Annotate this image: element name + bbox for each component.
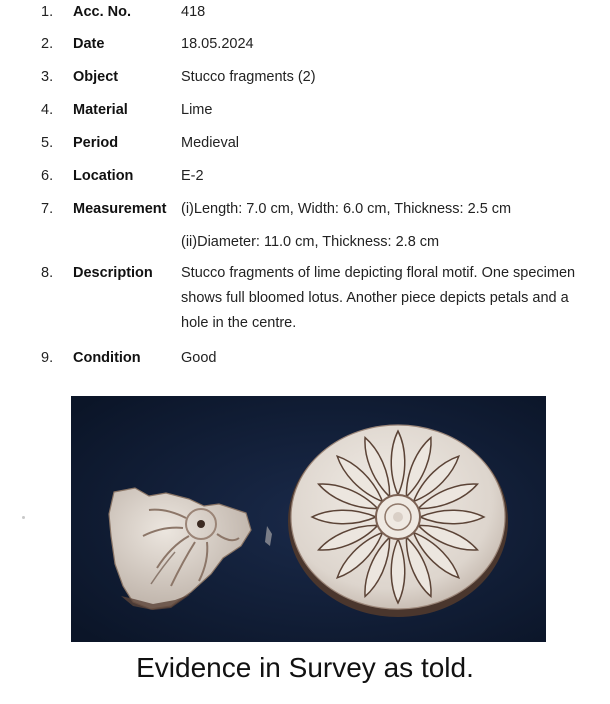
- row-number: 5.: [41, 135, 54, 151]
- field-value-condition: Good: [181, 350, 217, 366]
- field-value-material: Lime: [181, 102, 213, 118]
- field-label-period: Period: [73, 135, 119, 151]
- field-label-description: Description: [73, 265, 153, 281]
- field-label-measurement: Measurement: [73, 201, 167, 217]
- description-line: hole in the centre.: [181, 315, 297, 331]
- row-number: 4.: [41, 102, 54, 118]
- field-label-material: Material: [73, 102, 128, 118]
- field-value-description: [181, 261, 601, 336]
- row-number: 7.: [41, 201, 54, 217]
- field-label-object: Object: [73, 69, 119, 85]
- artifact-photo: [71, 396, 546, 642]
- row-number: 6.: [41, 168, 54, 184]
- row-number: 2.: [41, 36, 54, 52]
- field-value-period: Medieval: [181, 135, 240, 151]
- field-label-location: Location: [73, 168, 134, 184]
- row-number: 8.: [41, 265, 54, 281]
- description-line: Stucco fragments of lime depicting floral motif. One specimen: [181, 265, 576, 281]
- field-value-measurement-1: (i)Length: 7.0 cm, Width: 6.0 cm, Thickness: 2.5 cm: [181, 201, 512, 217]
- field-label-acc-no: Acc. No.: [73, 4, 132, 20]
- stucco-lotus-rosette: [288, 425, 508, 617]
- description-line: shows full bloomed lotus. Another piece depicts petals and a: [181, 290, 569, 306]
- photo-caption: Evidence in Survey as told.: [136, 652, 474, 683]
- scan-speck: [22, 516, 25, 519]
- row-number: 9.: [41, 350, 54, 366]
- field-value-acc-no: 418: [181, 4, 206, 20]
- field-value-date: 18.05.2024: [181, 36, 254, 52]
- field-value-measurement-2: (ii)Diameter: 11.0 cm, Thickness: 2.8 cm: [181, 234, 440, 250]
- field-value-object: Stucco fragments (2): [181, 69, 316, 85]
- row-number: 3.: [41, 69, 54, 85]
- field-value-location: E-2: [181, 168, 204, 184]
- row-number: 1.: [41, 4, 54, 20]
- field-label-date: Date: [73, 36, 105, 52]
- field-label-condition: Condition: [73, 350, 141, 366]
